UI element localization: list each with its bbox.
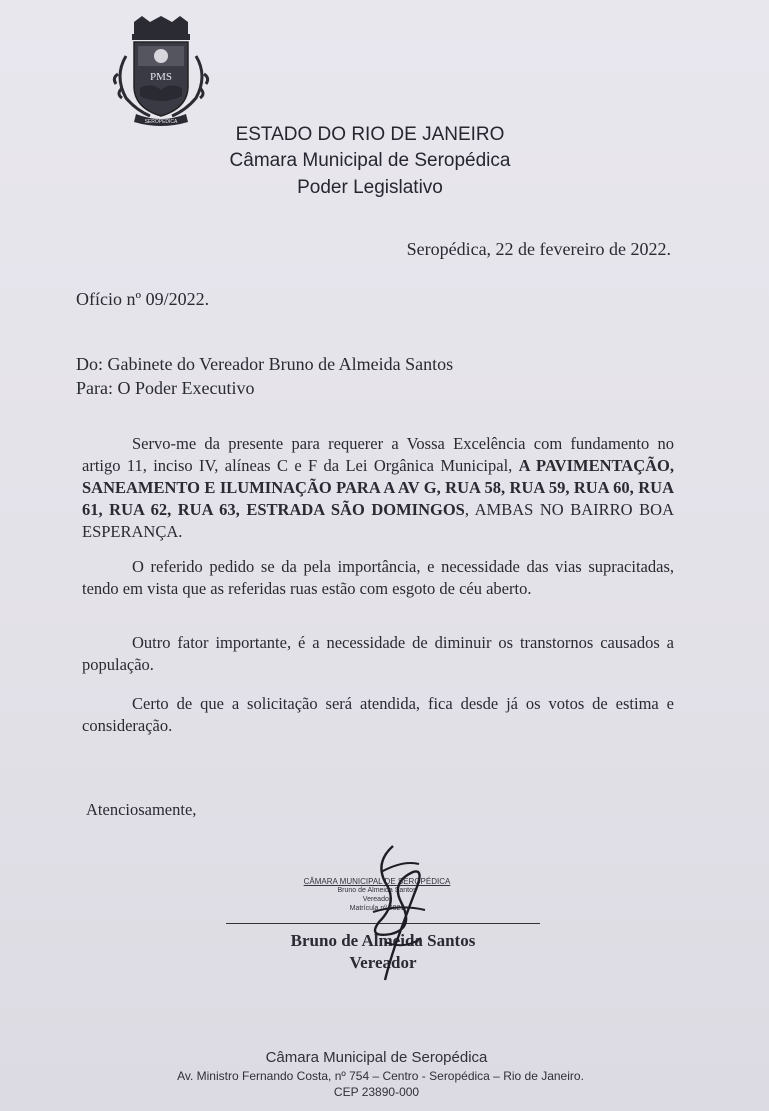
- request-bold-text: A PAVIMENTAÇÃO, SANEAMENTO E ILUMINAÇÃO PARA A AV G, RUA 58, RUA 59, RUA 60, RUA 61, RUA 62, RUA 63, ESTRADA SÃO DOMINGOS: [82, 456, 675, 519]
- signer-name: Bruno de Almeida Santos: [290, 931, 476, 950]
- svg-text:PMS: PMS: [149, 71, 173, 83]
- svg-text:SEROPÉDICA: SEROPÉDICA: [144, 119, 178, 125]
- closing-salutation: Atenciosamente,: [86, 800, 197, 819]
- header-chamber: Câmara Municipal de Seropédica: [229, 150, 511, 171]
- recipient-line: Para: O Poder Executivo: [76, 378, 255, 398]
- body-paragraph-factor: Outro fator importante, é a necessidade de diminuir os transtornos causados a população.: [82, 633, 674, 674]
- body-paragraph-justification: O referido pedido se da pela importância, e necessidade das vias supracitadas, tendo em vista que as referidas ruas estão com esgoto de céu aberto.: [82, 557, 674, 598]
- footer-address: Av. Ministro Fernando Costa, nº 754 – Centro - Seropédica – Rio de Janeiro.: [177, 1069, 584, 1083]
- handwritten-signature: [355, 842, 435, 982]
- document-date: Seropédica, 22 de fevereiro de 2022.: [406, 239, 671, 259]
- body-paragraph-closing: Certo de que a solicitação será atendida, fica desde já os votos de estima e consideração.: [82, 694, 674, 735]
- header-branch: Poder Legislativo: [297, 177, 443, 198]
- sender-line: Do: Gabinete do Vereador Bruno de Almeida Santos: [76, 354, 454, 374]
- header-state: ESTADO DO RIO DE JANEIRO: [235, 124, 505, 145]
- municipal-crest-logo: [112, 16, 210, 126]
- footer-org: Câmara Municipal de Seropédica: [265, 1049, 488, 1066]
- footer-cep: CEP 23890-000: [333, 1085, 420, 1099]
- official-stamp: CÂMARA MUNICIPAL DE SEROPÉDICA Bruno de Almeida Santos Vereador Matrícula nº 2021: [303, 877, 451, 912]
- oficio-number: Ofício nº 09/2022.: [76, 289, 210, 309]
- signer-role: Vereador: [349, 953, 417, 972]
- body-paragraph-request: Servo-me da presente para requerer a Vossa Excelência com fundamento no artigo 11, inciso IV, alíneas C e F da Lei Orgânica Municipal, A PAVIMENTAÇÃO, SANEAMENTO E ILUMINAÇÃO PARA A AV G, RUA 58, RUA 59, RUA 60, RUA 61, RUA 62, RUA 63, ESTRADA SÃO DOMINGOS, AMBAS NO BAIRRO BOA ESPERANÇA.: [82, 434, 675, 541]
